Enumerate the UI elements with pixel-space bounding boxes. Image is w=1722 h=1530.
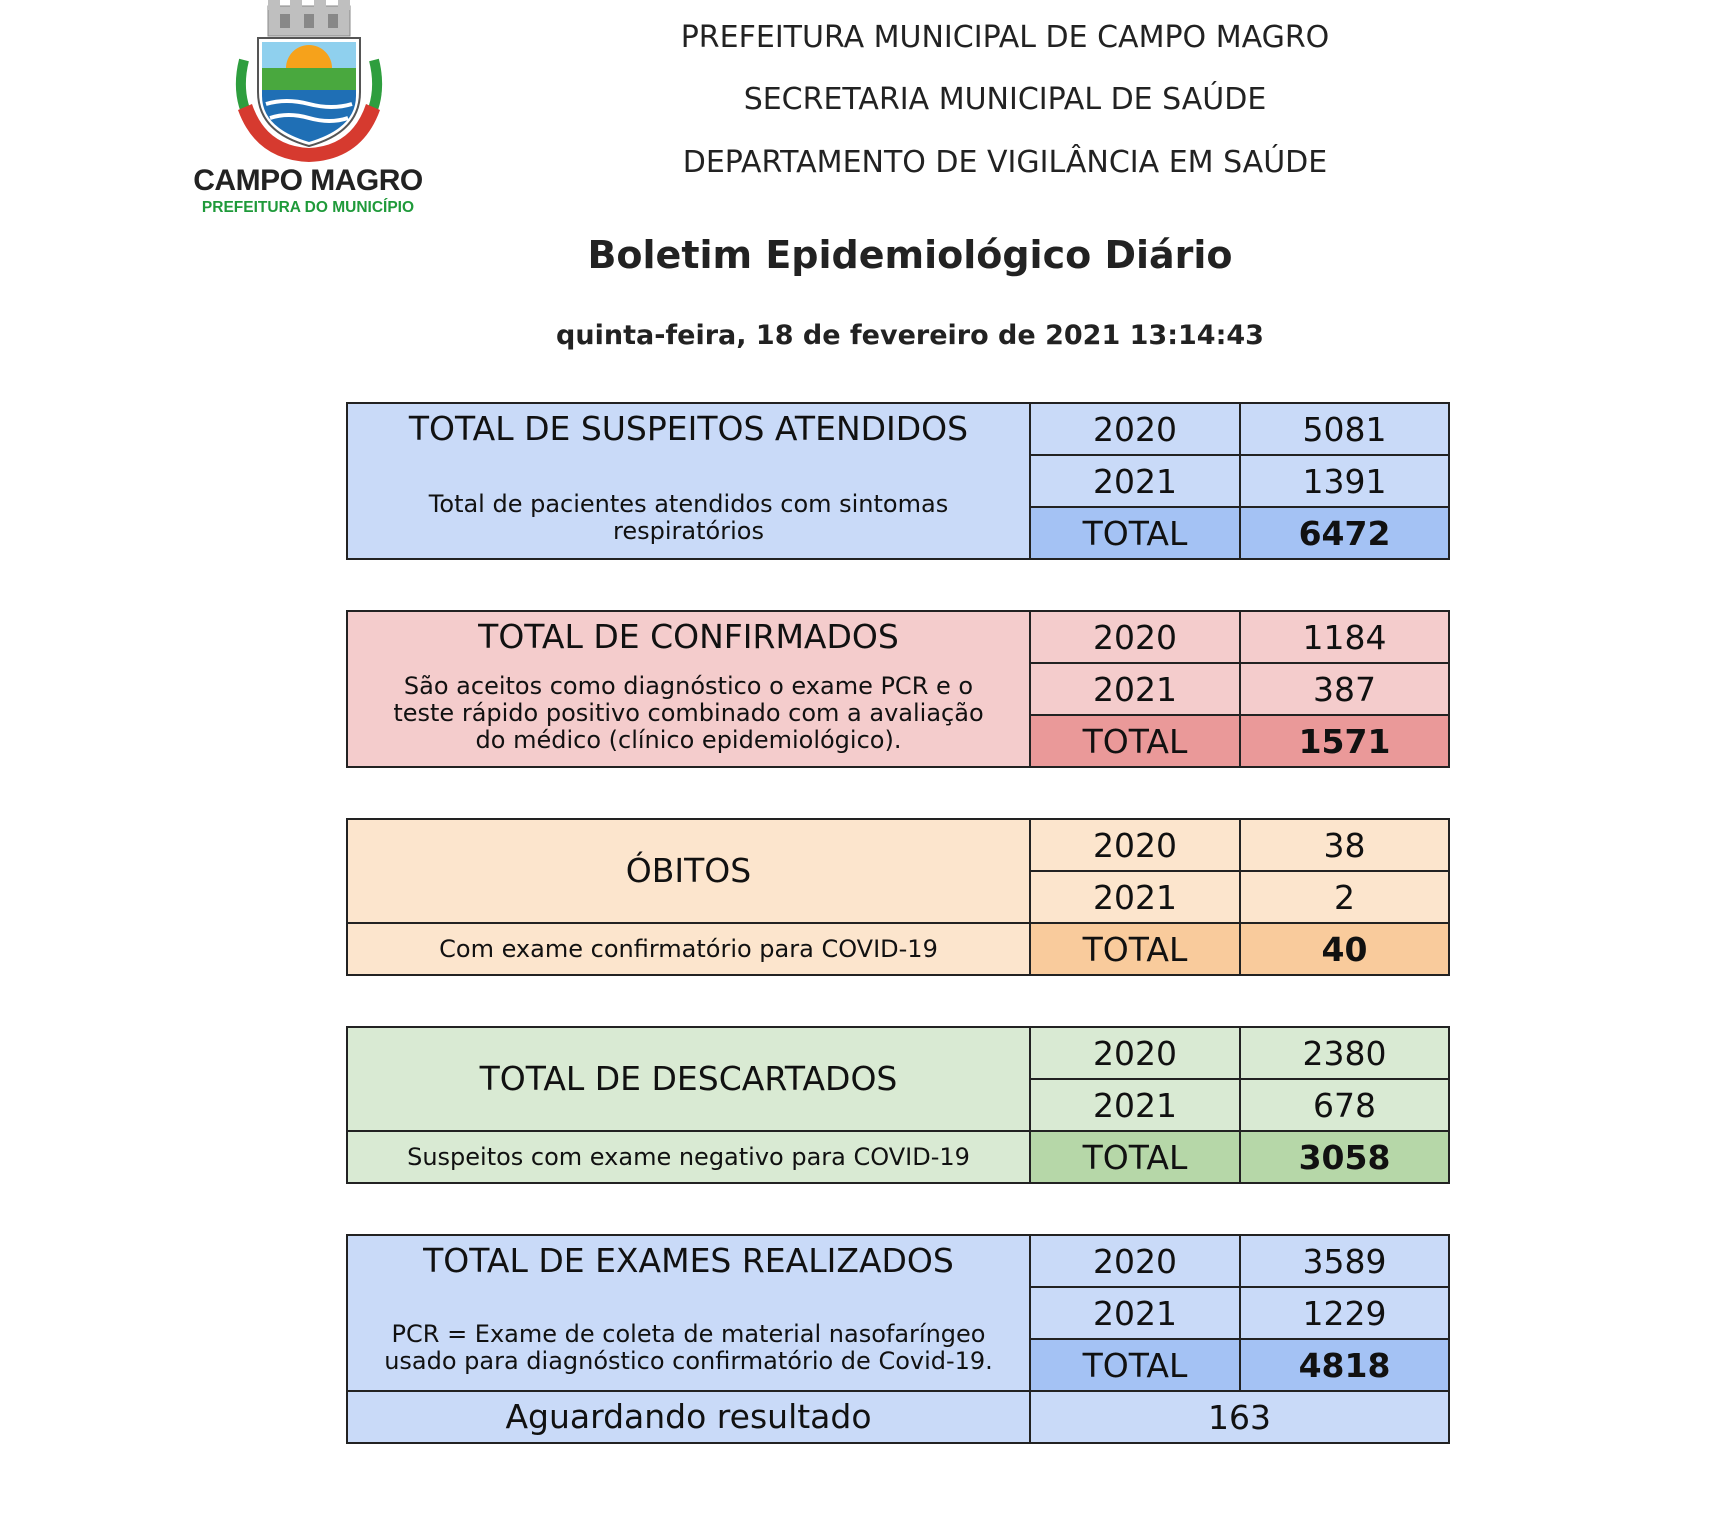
coat-of-arms-icon (216, 0, 402, 166)
logo-subtitle: PREFEITURA DO MUNICÍPIO (201, 199, 415, 216)
municipality-logo (188, 0, 428, 222)
descartados-value-2020: 2380 (1239, 1026, 1450, 1080)
header-line-departamento: DEPARTAMENTO DE VIGILÂNCIA EM SAÚDE (682, 145, 1328, 180)
header-line-prefeitura: PREFEITURA MUNICIPAL DE CAMPO MAGRO (680, 20, 1330, 55)
suspeitos-year-2021: 2021 (1029, 454, 1241, 508)
exames-value-2021: 1229 (1239, 1286, 1450, 1340)
exames-desc-1: PCR = Exame de coleta de material nasofaríngeo (391, 1320, 986, 1348)
descartados-title: TOTAL DE DESCARTADOS (346, 1026, 1031, 1132)
obitos-year-2021: 2021 (1029, 870, 1241, 924)
exames-total-value: 4818 (1239, 1338, 1450, 1392)
exames-value-2020: 3589 (1239, 1234, 1450, 1288)
exames-title: TOTAL DE EXAMES REALIZADOS (423, 1241, 954, 1280)
confirmados-desc-3: do médico (clínico epidemiológico). (475, 726, 902, 754)
suspeitos-desc-1: Total de pacientes atendidos com sintomas (428, 490, 949, 518)
descartados-value-2021: 678 (1239, 1078, 1450, 1132)
header-line-secretaria: SECRETARIA MUNICIPAL DE SAÚDE (743, 82, 1267, 117)
descartados-table (346, 1026, 1450, 1184)
logo-name: CAMPO MAGRO (193, 164, 423, 197)
confirmados-total-label: TOTAL (1029, 714, 1241, 768)
descartados-total-label: TOTAL (1029, 1130, 1241, 1184)
suspeitos-value-2021: 1391 (1239, 454, 1450, 508)
obitos-value-2021: 2 (1239, 870, 1450, 924)
confirmados-table (346, 610, 1450, 768)
suspeitos-label-cell (346, 402, 1031, 560)
descartados-desc: Suspeitos com exame negativo para COVID-19 (346, 1130, 1031, 1184)
obitos-total-label: TOTAL (1029, 922, 1241, 976)
confirmados-value-2020: 1184 (1239, 610, 1450, 664)
confirmados-year-2021: 2021 (1029, 662, 1241, 716)
confirmados-total-value: 1571 (1239, 714, 1450, 768)
suspeitos-value-2020: 5081 (1239, 402, 1450, 456)
bulletin-title: Boletim Epidemiológico Diário (587, 233, 1233, 277)
confirmados-title: TOTAL DE CONFIRMADOS (478, 617, 899, 656)
obitos-year-2020: 2020 (1029, 818, 1241, 872)
exames-table (346, 1234, 1450, 1444)
suspeitos-title: TOTAL DE SUSPEITOS ATENDIDOS (408, 409, 969, 448)
suspeitos-desc-2: respiratórios (613, 517, 764, 545)
confirmados-value-2021: 387 (1239, 662, 1450, 716)
descartados-year-2020: 2020 (1029, 1026, 1241, 1080)
obitos-desc: Com exame confirmatório para COVID-19 (346, 922, 1031, 976)
obitos-total-value: 40 (1239, 922, 1450, 976)
descartados-total-value: 3058 (1239, 1130, 1450, 1184)
descartados-year-2021: 2021 (1029, 1078, 1241, 1132)
obitos-title: ÓBITOS (346, 818, 1031, 924)
obitos-value-2020: 38 (1239, 818, 1450, 872)
confirmados-year-2020: 2020 (1029, 610, 1241, 664)
exames-year-2020: 2020 (1029, 1234, 1241, 1288)
bulletin-date: quinta-feira, 18 de fevereiro de 2021 13:14:43 (556, 320, 1264, 351)
suspeitos-total-label: TOTAL (1029, 506, 1241, 560)
obitos-table (346, 818, 1450, 976)
suspeitos-year-2020: 2020 (1029, 402, 1241, 456)
confirmados-desc-1: São aceitos como diagnóstico o exame PCR e o (403, 672, 974, 700)
confirmados-desc-2: teste rápido positivo combinado com a avaliação (393, 699, 984, 727)
exames-total-label: TOTAL (1029, 1338, 1241, 1392)
exames-label-cell (346, 1234, 1031, 1392)
confirmados-label-cell (346, 610, 1031, 768)
exames-desc-2: usado para diagnóstico confirmatório de Covid-19. (384, 1347, 993, 1375)
suspeitos-total-value: 6472 (1239, 506, 1450, 560)
aguardando-label: Aguardando resultado (346, 1390, 1031, 1444)
aguardando-value: 163 (1029, 1390, 1450, 1444)
exames-year-2021: 2021 (1029, 1286, 1241, 1340)
suspeitos-table (346, 402, 1450, 560)
